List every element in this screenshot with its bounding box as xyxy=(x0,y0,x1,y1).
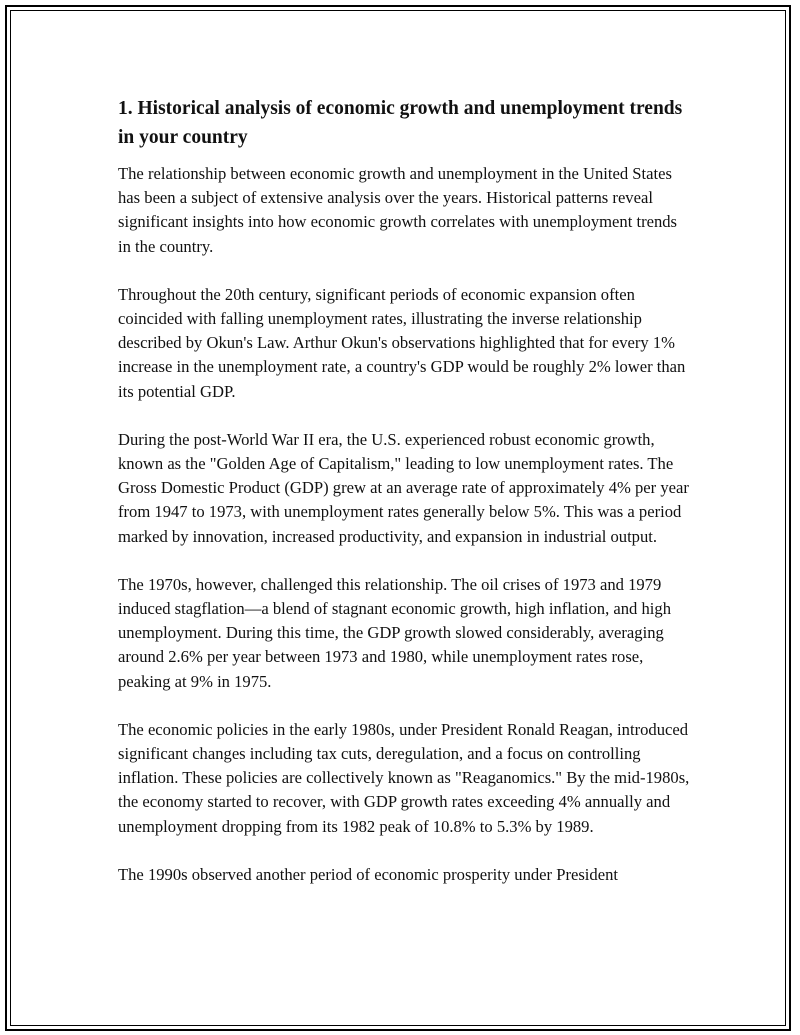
paragraph-3: During the post-World War II era, the U.S. experienced robust economic growth, known as the "Golden Age of Capitalism," leading to low unemployment rates. The Gross Domestic Product (GDP) grew at an average rate of approximately 4% per year from 1947 to 1973, with unemployment rates generally below 5%. This was a period marked by innovation, increased productivity, and expansion in industrial output. xyxy=(118,429,689,546)
document-body xyxy=(118,94,690,911)
paragraph-1: The relationship between economic growth and unemployment in the United States has been a subject of extensive analysis over the years. Historical patterns reveal significant insights into how economic growth correlates with unemployment trends in the country. xyxy=(118,164,678,256)
paragraph-2: Throughout the 20th century, significant periods of economic expansion often coincided with falling unemployment rates, illustrating the inverse relationship described by Okun's Law. Arthur Okun's observations highlighted that for every 1% increase in the unemployment rate, a country's GDP would be roughly 2% lower than its potential GDP. xyxy=(118,284,686,401)
paragraph-6: The 1990s observed another period of economic prosperity under President xyxy=(118,864,618,884)
paragraph-5: The economic policies in the early 1980s, under President Ronald Reagan, introduced significant changes including tax cuts, deregulation, and a focus on controlling inflation. These policies are collectively known as "Reaganomics." By the mid-1980s, the economy started to recover, with GDP growth rates exceeding 4% annually and unemployment dropping from its 1982 peak of 10.8% to 5.3% by 1989. xyxy=(118,719,690,836)
section-heading: 1. Historical analysis of economic growth and unemployment trends in your country xyxy=(118,98,683,148)
paragraph-4: The 1970s, however, challenged this relationship. The oil crises of 1973 and 1979 induced stagflation—a blend of stagnant economic growth, high inflation, and high unemployment. During this time, the GDP growth slowed considerably, averaging around 2.6% per year between 1973 and 1980, while unemployment rates rose, peaking at 9% in 1975. xyxy=(118,574,671,691)
